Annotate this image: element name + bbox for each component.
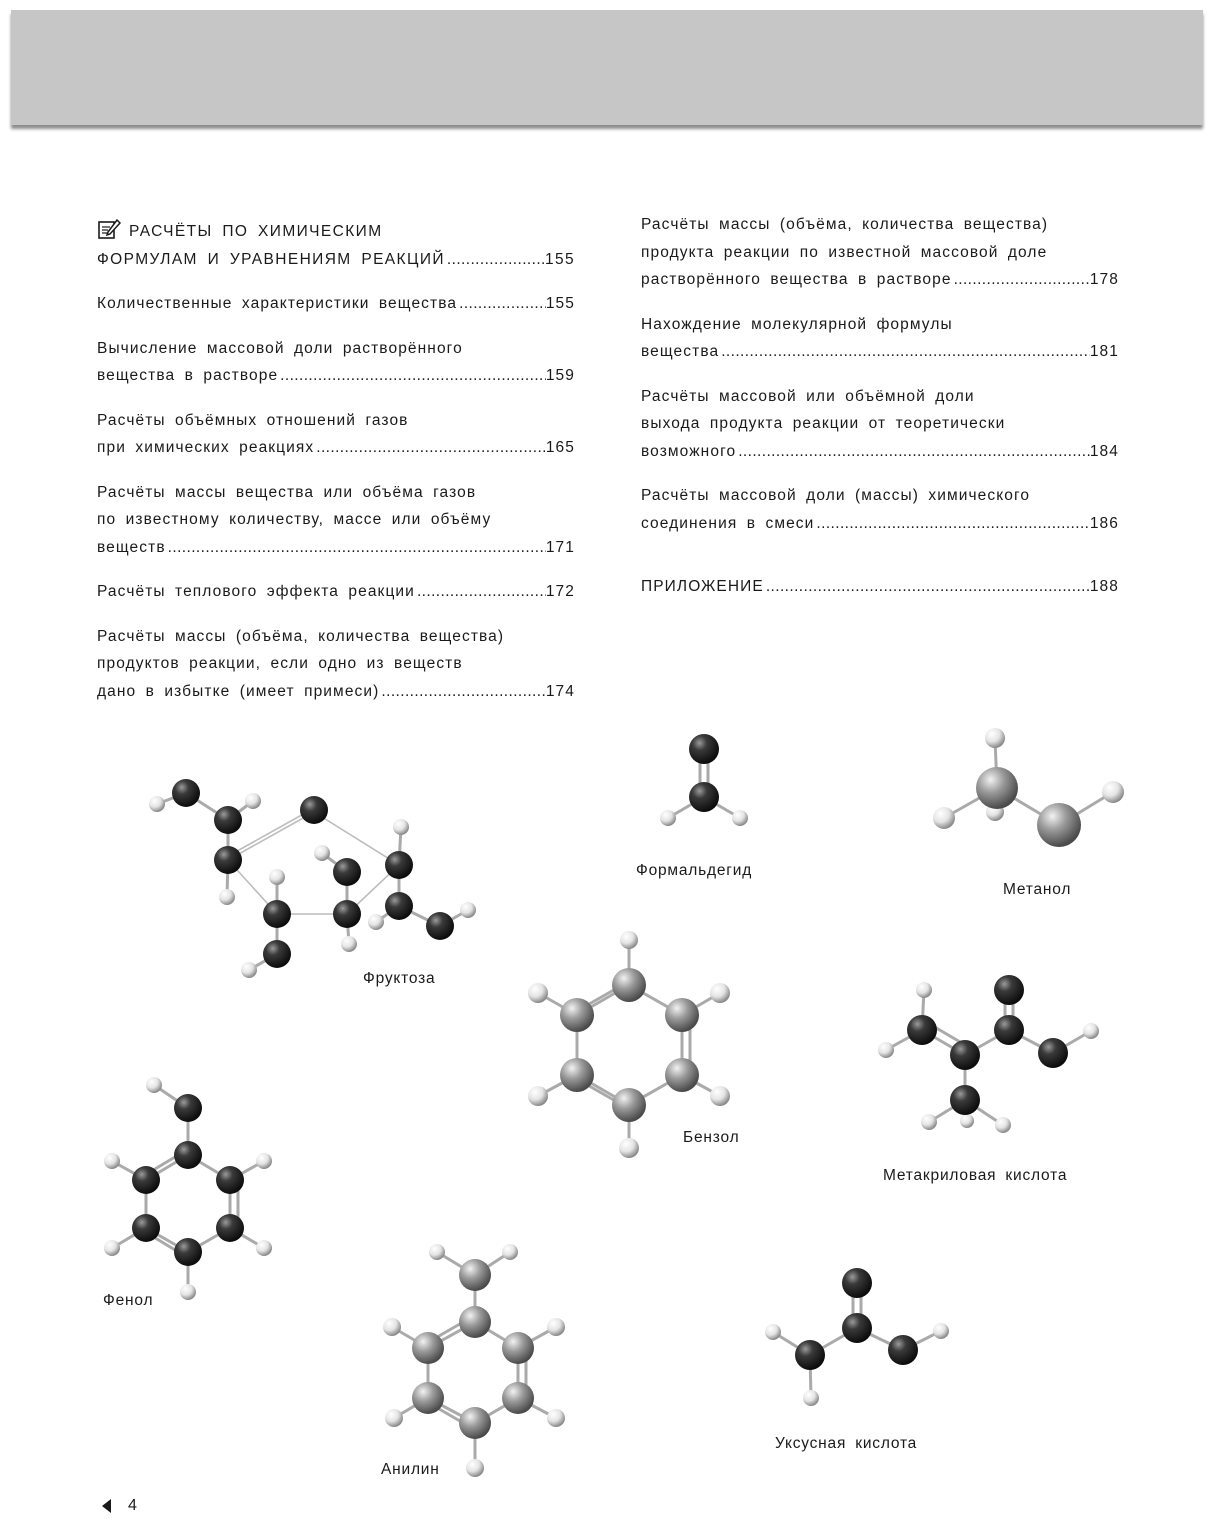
toc-section-title-line-1: РАСЧЁТЫ ПО ХИМИЧЕСКИМ (129, 223, 383, 240)
toc-dot-leader (814, 510, 1089, 538)
toc-entry-title: дано в избытке (имеет примеси) (97, 682, 380, 700)
toc-entry-title: Расчёты теплового эффекта реакции (97, 583, 415, 600)
toc-dot-leader (379, 678, 545, 706)
toc-entry-title: Нахождение молекулярной формулы (641, 315, 953, 333)
toc-entry-title: Расчёты объёмных отношений газов (97, 411, 409, 429)
toc-page-number: 186 (1089, 514, 1119, 532)
caption-phenol: Фенол (103, 1292, 154, 1309)
toc-entry-title: продукта реакции по известной массовой доле (641, 243, 1048, 261)
toc-entry-title: Расчёты массовой или объёмной доли (641, 387, 975, 405)
toc-entry[interactable] (97, 623, 575, 706)
toc-page-number: 155 (545, 295, 575, 312)
toc-page-number: 188 (1089, 578, 1119, 595)
toc-dot-leader (314, 434, 546, 462)
toc-page-number: 165 (545, 439, 575, 456)
toc-dot-leader (457, 290, 546, 318)
caption-acetic-acid: Уксусная кислота (775, 1435, 918, 1452)
toc-page-number: 181 (1089, 343, 1119, 360)
toc-right-column (641, 211, 1119, 618)
toc-entry[interactable] (97, 335, 575, 390)
molecule-acetic-acid (760, 1265, 960, 1415)
molecule-fructose (140, 765, 485, 980)
page-number: 4 (128, 1497, 137, 1514)
toc-entry-title: при химических реакциях (97, 439, 315, 456)
pencil-notepad-icon (97, 218, 121, 240)
toc-entry-title: Расчёты массовой доли (массы) химического (641, 487, 1031, 504)
toc-page-number: 178 (1089, 271, 1119, 288)
toc-page-number: 155 (544, 250, 575, 268)
toc-page-number: 174 (545, 682, 575, 700)
toc-entry-title: вещества в растворе (97, 367, 279, 384)
toc-entry[interactable] (641, 482, 1119, 537)
toc-section-entry[interactable] (97, 218, 575, 273)
toc-entry-title: растворённого вещества в растворе (641, 271, 952, 288)
toc-entry-title: по известному количеству, массе или объёму (97, 511, 492, 528)
caption-aniline: Анилин (381, 1461, 440, 1478)
molecule-methacrylic-acid (875, 970, 1105, 1140)
toc-left-column (97, 218, 575, 722)
toc-entry-title: веществ (97, 538, 166, 556)
page-marker-triangle-icon (100, 1498, 112, 1514)
molecule-formaldehyde (650, 725, 760, 835)
caption-fructose: Фруктоза (363, 970, 436, 987)
toc-dot-leader (415, 578, 546, 606)
toc-entry-title: соединения в смеси (641, 514, 815, 532)
toc-dot-leader (736, 438, 1090, 466)
caption-methacrylic-acid: Метакриловая кислота (883, 1167, 1068, 1184)
toc-entry[interactable] (641, 311, 1119, 366)
caption-formaldehyde: Формальдегид (636, 862, 753, 879)
toc-page-number: 184 (1089, 442, 1119, 460)
molecule-phenol (98, 1072, 280, 1302)
toc-entry[interactable] (641, 211, 1119, 294)
toc-page-number: 159 (545, 367, 575, 384)
toc-dot-leader (278, 362, 546, 390)
toc-entry[interactable] (97, 578, 575, 606)
caption-benzene: Бензол (683, 1129, 740, 1146)
caption-methanol: Метанол (1003, 881, 1072, 898)
toc-entry[interactable] (97, 479, 575, 562)
toc-entry-title: Расчёты массы вещества или объёма газов (97, 483, 477, 501)
toc-entry-title: продуктов реакции, если одно из веществ (97, 655, 463, 672)
molecule-aniline (378, 1238, 573, 1483)
toc-entry[interactable] (641, 383, 1119, 466)
heavy-atoms (172, 779, 454, 968)
toc-dot-leader (166, 534, 546, 562)
toc-dot-leader (952, 266, 1090, 294)
toc-appendix-entry[interactable] (641, 573, 1119, 601)
toc-dot-leader (764, 573, 1090, 601)
toc-entry-title: Расчёты массы (объёма, количества вещества) (641, 216, 1049, 233)
toc-entry[interactable] (97, 290, 575, 318)
toc-dot-leader (719, 338, 1090, 366)
toc-dot-leader (445, 246, 545, 274)
toc-entry[interactable] (97, 407, 575, 462)
toc-entry-title: выхода продукта реакции от теоретически (641, 415, 1006, 432)
toc-entry-title: Количественные характеристики вещества (97, 295, 458, 312)
toc-entry-title: возможного (641, 442, 737, 460)
header-band (11, 10, 1203, 125)
toc-page-number: 171 (545, 538, 575, 556)
toc-entry-title: Расчёты массы (объёма, количества вещества) (97, 627, 505, 645)
molecule-methanol (925, 720, 1135, 850)
toc-appendix-title: ПРИЛОЖЕНИЕ (641, 578, 764, 595)
toc-entry-title: вещества (641, 343, 720, 360)
toc-section-title-line-2: ФОРМУЛАМ И УРАВНЕНИЯМ РЕАКЦИЙ (97, 250, 445, 268)
toc-entry-title: Вычисление массовой доли растворённого (97, 339, 463, 357)
toc-page-number: 172 (545, 583, 575, 600)
